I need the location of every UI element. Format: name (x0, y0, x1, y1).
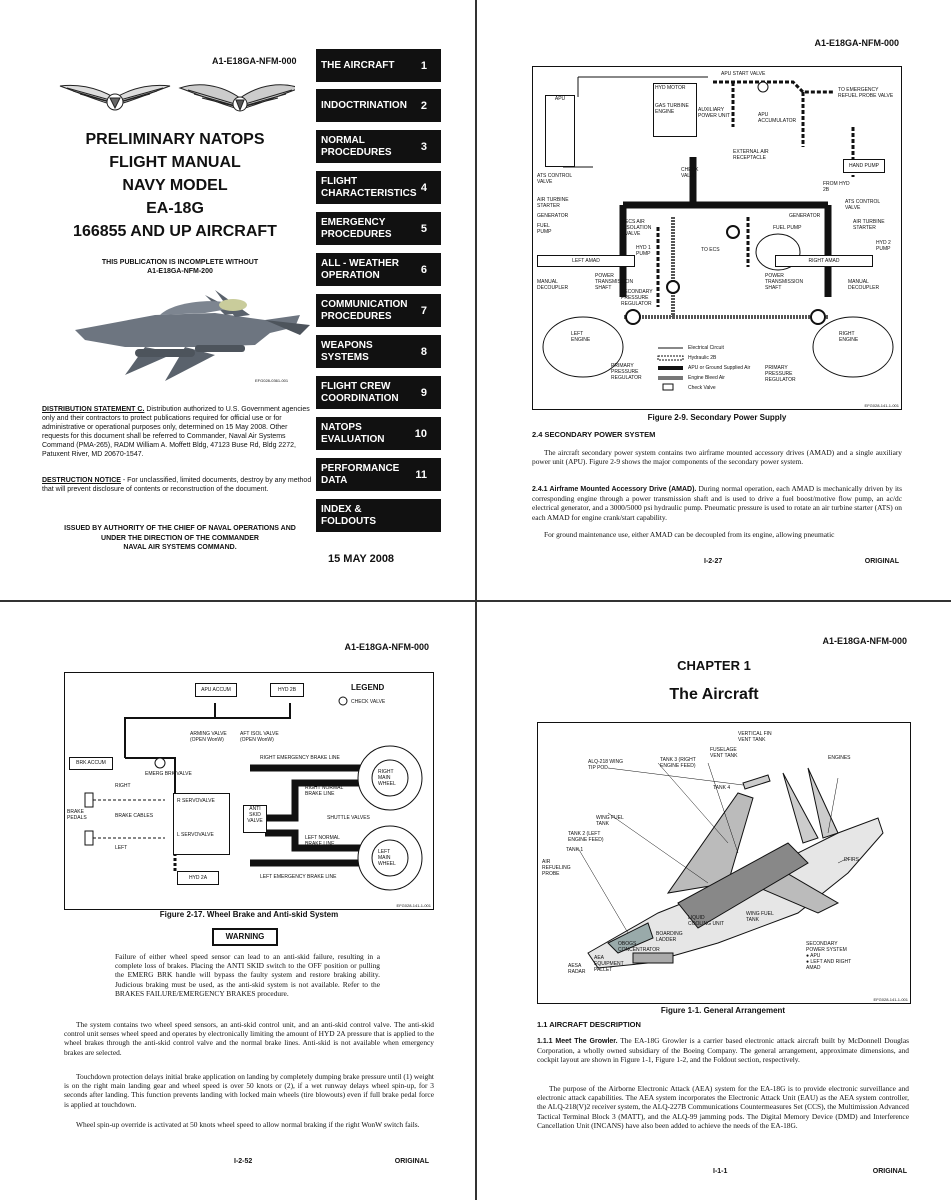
chapter-number: CHAPTER 1 (677, 658, 751, 673)
paragraph-meet-growler: 1.1.1 Meet The Growler. The EA-18G Growler is a carrier based electronic attack aircraft built by McDonnell Douglas Corporation, a wholly owned subsidiary of the Boeing Company. The general arrangement, approximate dimensions, and cockpit layout are shown in Figure 1-1, Figure 1-2, and the Foldout section, respectively. (537, 1036, 910, 1065)
warning-text: Failure of either wheel speed sensor can lead to an anti-skid failure, resulting in a complete loss of brakes. Placing the ANTI SKID switch to the OFF position or pulling the EMERG BRK handle will bypass the faulty system and restore braking ability. Judicious braking must be used, as the anti-skid system is not available. Refer to the BRAKES FAILURE/EMERGENCY BRAKES procedure. (115, 952, 380, 998)
publication-date: 15 MAY 2008 (328, 553, 395, 565)
hyd2b-box: HYD 2B (270, 683, 304, 697)
page-chapter-1 (477, 602, 951, 1200)
hand-pump-box: HAND PUMP (843, 159, 885, 173)
page-secondary-power (477, 0, 951, 600)
tab-index-foldouts[interactable]: INDEX & FOLDOUTS (316, 499, 441, 532)
apu-panel: APU (545, 95, 575, 167)
incomplete-notice: THIS PUBLICATION IS INCOMPLETE WITHOUT A1-E18GA-NFM-200 (101, 259, 259, 275)
destruction-notice: DESTRUCTION NOTICE - For unclassified, limited documents, destroy by any method that will prevent disclosure of contents or reconstruction of the document. (42, 477, 312, 493)
tab-emergency-procedures[interactable]: EMERGENCY PROCEDURES 5 (316, 212, 441, 245)
left-amad-box: LEFT AMAD (537, 255, 635, 267)
brk-accum-box: BRK ACCUM (69, 757, 113, 770)
warning-label: WARNING (212, 928, 278, 946)
original-mark: ORIGINAL (872, 1168, 907, 1175)
tab-communication-procedures[interactable]: COMMUNICATION PROCEDURES 7 (316, 294, 441, 327)
tab-flight-crew-coordination[interactable]: FLIGHT CREW COORDINATION 9 (316, 376, 441, 409)
doc-id: A1-E18GA-NFM-000 (814, 38, 899, 48)
original-mark: ORIGINAL (864, 558, 899, 565)
tab-weapons-systems[interactable]: WEAPONS SYSTEMS 8 (316, 335, 441, 368)
paragraph: Touchdown protection delays initial brake application on landing by completely dumping brake pressure until (1) weight is on the right main landing gear and wheel speed is over 50 knots or (2), if a wet runway delays wheel spin-up, for 3 seconds after landing. This function prevents landing with locked main wheels (tire blowouts) even if full brake pedal force is applied at touchdown. (64, 1072, 434, 1109)
tab-the-aircraft[interactable]: THE AIRCRAFT 1 (316, 49, 441, 82)
page-number: I-2-52 (234, 1158, 253, 1165)
page-number: I-2-27 (704, 558, 723, 565)
secondary-power-diagram: APU HYD MOTOR GAS TURBINE ENGINE APU START VALVE AUXILIARY POWER UNIT APU ACCUMULATOR TO EMERGENCY REFUEL PROBE VALVE HAND PUMP EXTERNAL AIR RECEPTACLE CHECK VALVE FROM HYD 2B ATS CONTROL VALVE ATS CONTROL VALVE AIR TURBINE STARTER AIR TURBINE STARTER GENERATOR GENERATOR FUEL PUMP FUEL PUMP ECS AIR ISOLATION VALVE HYD 1 PUMP HYD 2 PUMP TO ECS LEFT AMAD RIGHT AMAD MANUAL DECOUPLER MANUAL DECOUPLER POWER TRANSMISSION SHAFT POWER TRANSMISSION SHAFT SECONDARY PRESSURE REGULATOR LEFT ENGINE RIGHT ENGINE PRIMARY PRESSURE REGULATOR PRIMARY PRESSURE REGULATOR Electrical Circuit Hydraulic 2B APU or Ground Supplied Air Engine Bleed Air Check Valve EFG028-141-1-001 (532, 66, 902, 410)
paragraph-amad: 2.4.1 Airframe Mounted Accessory Drive (AMAD). During normal operation, each AMAD is mechanically driven by its corresponding engine through a power transmission shaft and is used to drive a fuel boost/motive flow pump, an ac/dc electrical generator, and a 3000/5000 psi hydraulic pump. Pneumatic pressure is used to rotate an air turbine starter (ATS) on each AMAD for engine crank/start capability. (532, 484, 902, 522)
hyd2a-box: HYD 2A (177, 871, 219, 885)
original-mark: ORIGINAL (394, 1158, 429, 1165)
doc-id: A1-E18GA-NFM-000 (822, 636, 907, 646)
servovalve-block: R SERVOVALVE L SERVOVALVE (173, 793, 230, 855)
tab-natops-evaluation[interactable]: NATOPS EVALUATION 10 (316, 417, 441, 450)
right-amad-box: RIGHT AMAD (775, 255, 873, 267)
distribution-statement: DISTRIBUTION STATEMENT C. Distribution authorized to U.S. Government agencies only and their contractors to protect publications required for official use or for administrative or operational purposes only, determined on 15 May 2008. Other requests for this document shall be referred to Commander, Naval Air Systems Command (PMA-265), RADM William A. Moffett Bldg, 47123 Buse Rd, Bldg 2272, Patuxent River, MD 20670-1547. (42, 406, 310, 458)
apu-accum-box: APU ACCUM (195, 683, 237, 697)
tab-normal-procedures[interactable]: NORMAL PROCEDURES 3 (316, 130, 441, 163)
hyd-motor-box: HYD MOTOR GAS TURBINE ENGINE (653, 83, 697, 137)
doc-id: A1-E18GA-NFM-000 (344, 642, 429, 652)
section-heading: 2.4 SECONDARY POWER SYSTEM (532, 430, 656, 439)
doc-id: A1-E18GA-NFM-000 (212, 56, 297, 66)
photo-code: EFG028-0361-001 (255, 378, 289, 383)
figure-caption: Figure 1-1. General Arrangement (660, 1006, 786, 1015)
tab-all-weather-operation[interactable]: ALL - WEATHER OPERATION 6 (316, 253, 441, 286)
tab-indoctrination[interactable]: INDOCTRINATION 2 (316, 89, 441, 122)
naval-aviator-wings-icon (55, 78, 295, 128)
wheel-brake-diagram: APU ACCUM HYD 2B LEGEND CHECK VALVE ARMING VALVE (OPEN WonW) AFT ISOL VALVE (OPEN WonW) BRK ACCUM EMERG BRK VALVE RIGHT EMERGENCY BRAKE LINE RIGHT BRAKE PEDALS BRAKE CABLES LEFT R SERVOVALVE L SERVOVALVE ANTI SKID VALVE RIGHT NORMAL BRAKE LINE SHUTTLE VALVES LEFT NORMAL BRAKE LINE RIGHT MAIN WHEEL LEFT MAIN WHEEL HYD 2A LEFT EMERGENCY BRAKE LINE EFG028-141-1-001 (64, 672, 434, 910)
anti-skid-valve-box: ANTI SKID VALVE (243, 805, 267, 833)
page-cover (0, 0, 475, 600)
chapter-title: The Aircraft (669, 686, 759, 703)
page-number: I-1-1 (713, 1168, 728, 1175)
tab-performance-data[interactable]: PERFORMANCE DATA 11 (316, 458, 441, 491)
paragraph: The system contains two wheel speed sensors, an anti-skid control unit, and an anti-skid control valve. The anti-skid control unit senses wheel speed and operates by electronically limiting the amount of HYD 2A pressure that is applied to the wheel brakes through the anti-skid control valve and the normal brake lines. Anti-skid is not available when emergency brakes are selected. (64, 1020, 434, 1057)
paragraph: For ground maintenance use, either AMAD can be decoupled from its engine, allowing pneumatic (544, 530, 835, 539)
paragraph: The aircraft secondary power system contains two airframe mounted accessory drives (AMAD) and a single auxiliary power unit (APU). Figure 2-9 shows the major components of the secondary power system. (532, 448, 902, 467)
section-heading: 1.1 AIRCRAFT DESCRIPTION (537, 1020, 641, 1029)
figure-caption: Figure 2-17. Wheel Brake and Anti-skid System (159, 910, 339, 919)
manual-title: PRELIMINARY NATOPS FLIGHT MANUAL NAVY MODEL EA-18G 166855 AND UP AIRCRAFT (73, 131, 277, 240)
tab-flight-characteristics[interactable]: FLIGHT CHARACTERISTICS 4 (316, 171, 441, 204)
authority-statement: ISSUED BY AUTHORITY OF THE CHIEF OF NAVAL OPERATIONS AND UNDER THE DIRECTION OF THE COMMANDER NAVAL AIR SYSTEMS COMMAND. (64, 525, 296, 551)
paragraph: The purpose of the Airborne Electronic Attack (AEA) system for the EA-18G is to provide electronic surveillance and electronic attack capabilities. The AEA system incorporates the Electronic Attack Unit (EAU) as the AEA system controller, the ALQ-218(V)2 receiver system, the ALQ-227B Communications Countermeasures Set (CCS), the Multimission Advanced Tactical Terminal Block 3 (MATT), and the ALQ-99 jamming pods. The Digital Memory Device (DMD) and Interference Cancellation Unit (INCANS) have also been added to achieve the needs of the EA-18G. (537, 1084, 909, 1130)
general-arrangement-figure: VERTICAL FIN VENT TANK ALQ-218 WING TIP POD TANK 3 (RIGHT ENGINE FEED) FUSELAGE VENT TANK ENGINES TANK 4 WING FUEL TANK TANK 2 (LEFT ENGINE FEED) TANK 1 AIR REFUELING PROBE DFIRS LIQUID COOLING UNIT WING FUEL TANK BOARDING LADDER OBOGS CONCENTRATOR AEA EQUIPMENT PALLET AESA RADAR SECONDARY POWER SYSTEM ● APU ● LEFT AND RIGHT AMAD EFG028-141-1-001 (537, 722, 911, 1004)
aircraft-photo (65, 285, 310, 385)
page-wheel-brake (0, 602, 475, 1200)
figure-caption: Figure 2-9. Secondary Power Supply (647, 413, 787, 422)
paragraph: Wheel spin-up override is activated at 50 knots wheel speed to allow normal braking if the right WonW switch fails. (76, 1120, 420, 1129)
